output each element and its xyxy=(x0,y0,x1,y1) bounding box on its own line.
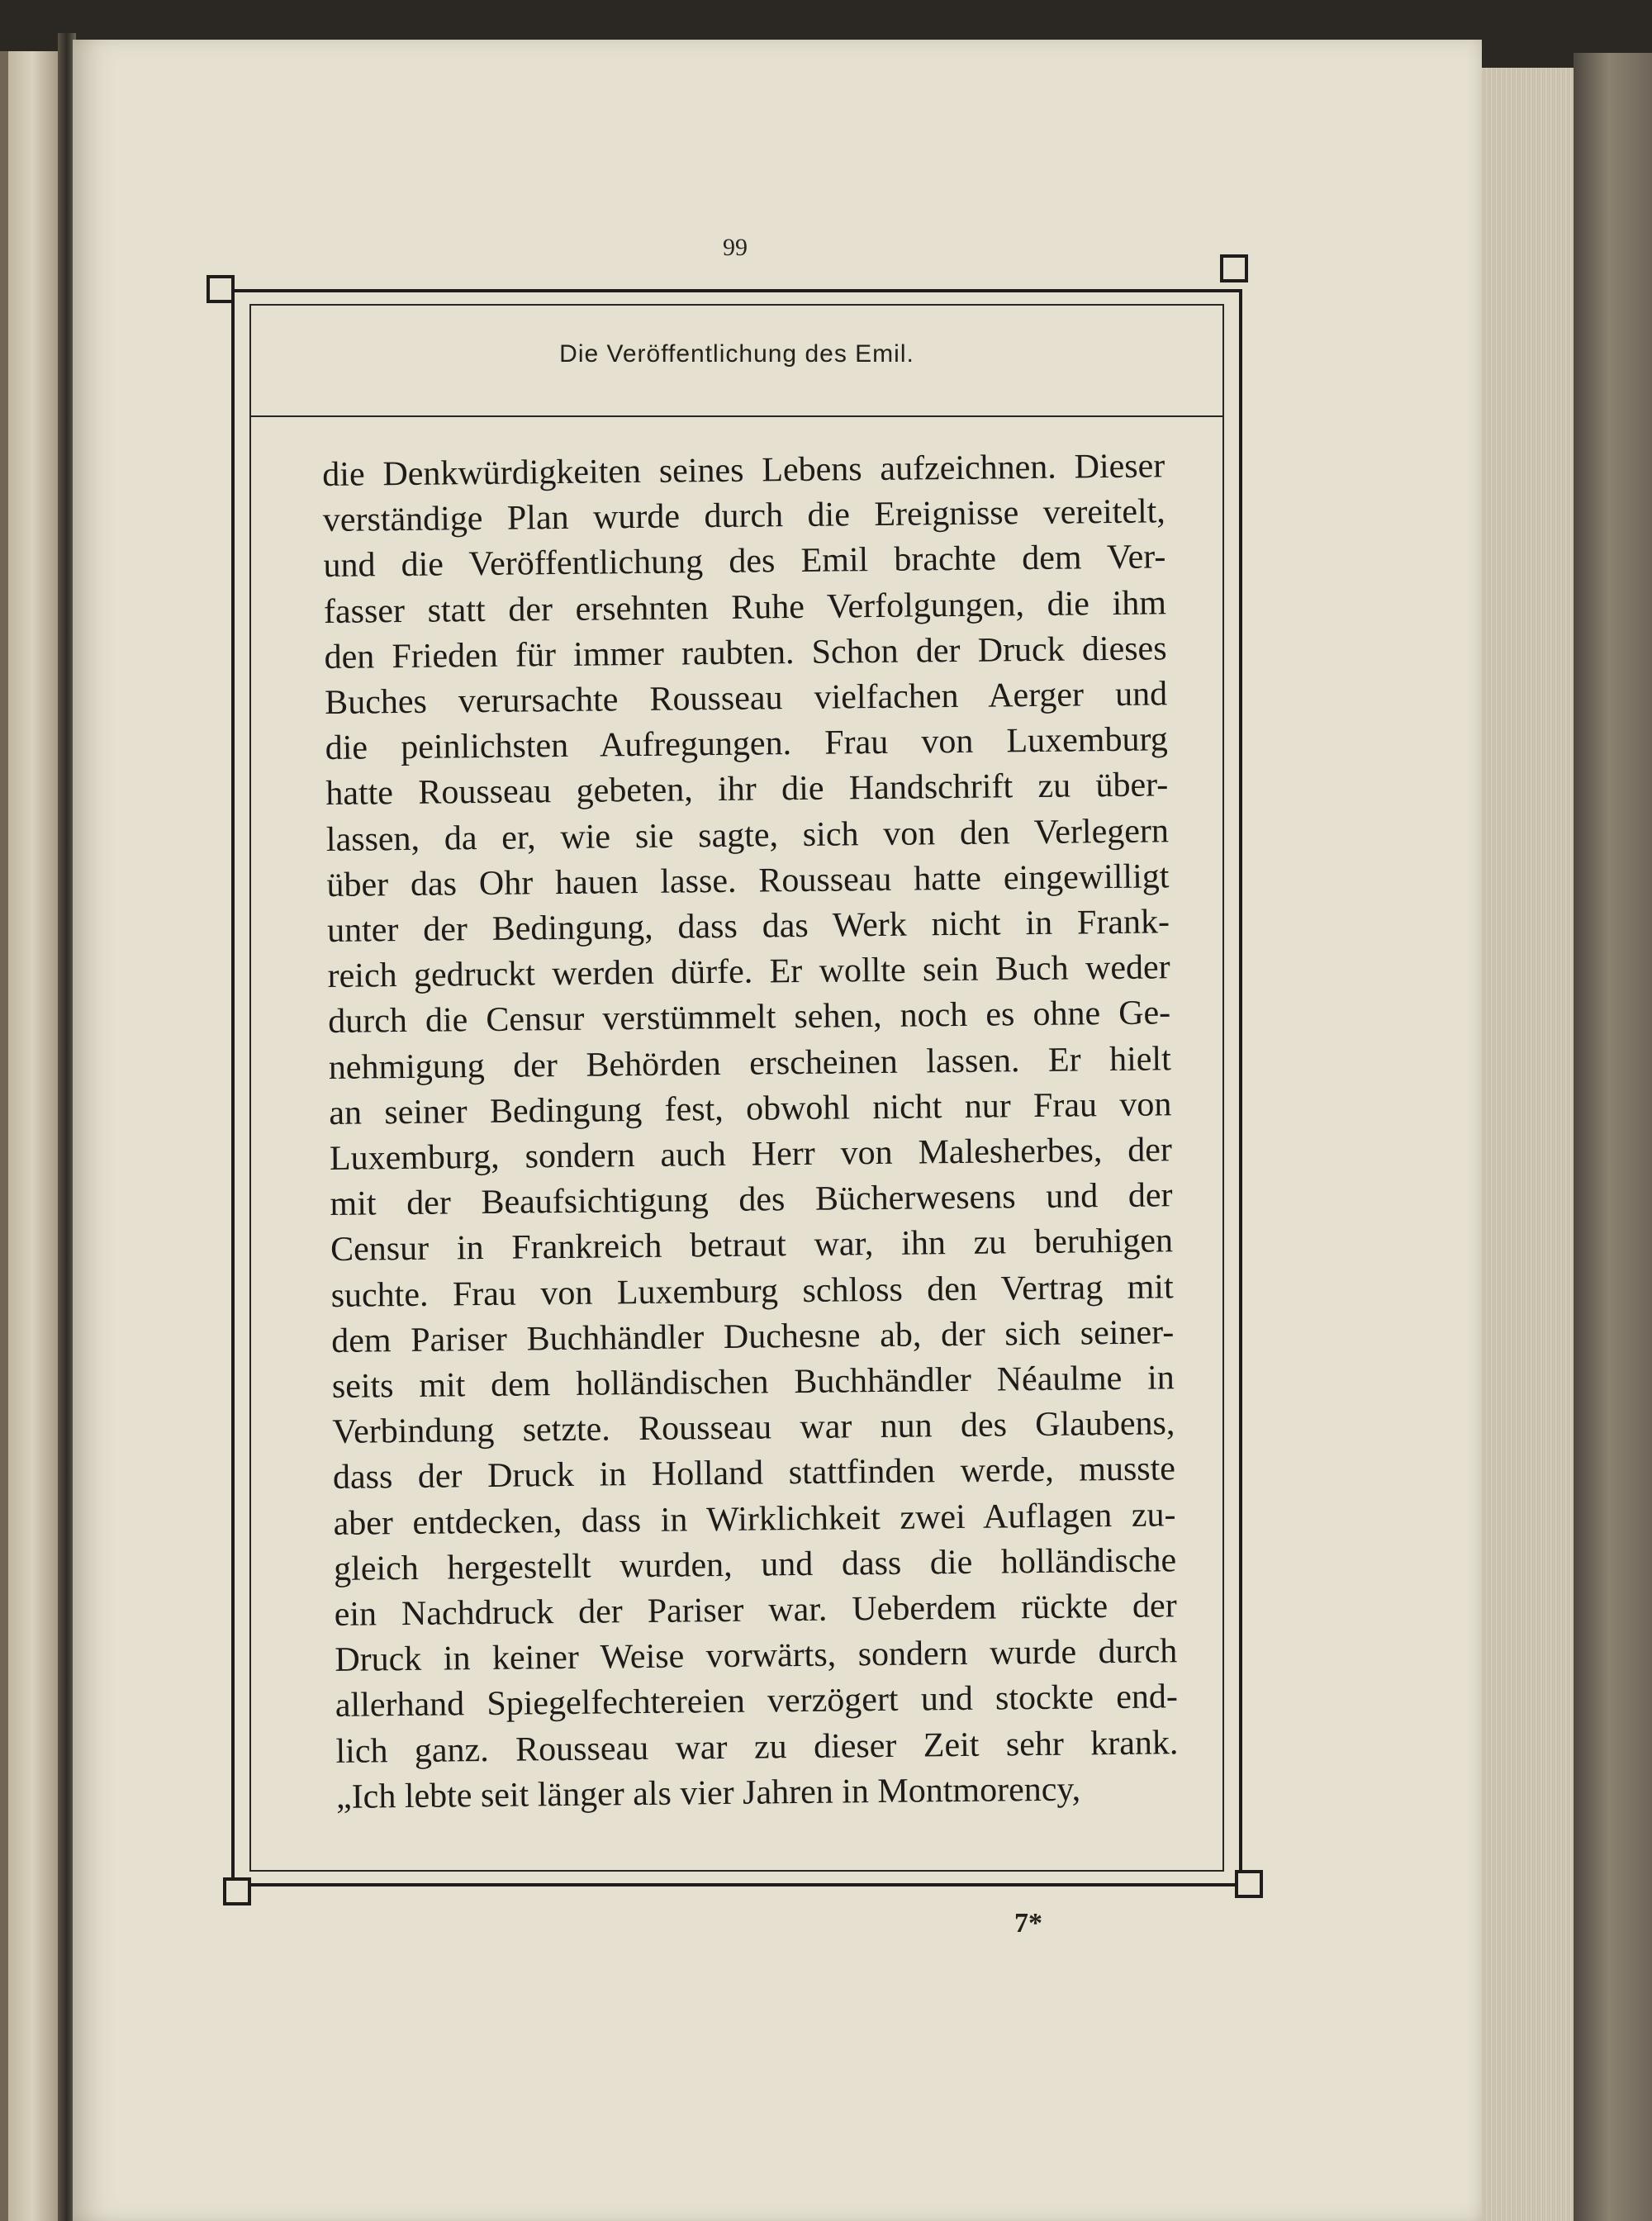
text-line: ein Nachdruck der Pariser war. Ueberdem rückte der xyxy=(334,1587,1177,1634)
left-page-edge xyxy=(0,51,59,2221)
text-line: Buches verursachte Rousseau vielfachen Aerger und xyxy=(324,675,1168,722)
frame-corner-bottom-right xyxy=(1235,1870,1263,1898)
text-line: lich ganz. Rousseau war zu dieser Zeit sehr krank. xyxy=(335,1723,1179,1771)
page-stack-edges xyxy=(1479,68,1588,2221)
frame-corner-bottom-left xyxy=(223,1877,251,1905)
text-line: Censur in Frankreich betraut war, ihn zu beruhigen xyxy=(330,1222,1174,1269)
frame-corner-top-left xyxy=(206,275,235,303)
text-line: die Denkwürdigkeiten seines Lebens aufzeichnen. Dieser xyxy=(322,447,1165,494)
text-line: an seiner Bedingung fest, obwohl nicht nur Frau von xyxy=(329,1085,1172,1132)
text-line: durch die Censur verstümmelt sehen, noch es ohne Ge- xyxy=(327,994,1171,1042)
left-cover-edge xyxy=(0,51,8,2221)
text-line: den Frieden für immer raubten. Schon der Druck dieses xyxy=(324,629,1167,676)
text-line: Luxemburg, sondern auch Herr von Malesherbes, der xyxy=(329,1131,1173,1178)
text-line: suchte. Frau von Luxemburg schloss den Vertrag mit xyxy=(330,1267,1174,1315)
text-line: und die Veröffentlichung des Emil brachte dem Ver- xyxy=(323,538,1166,586)
signature-mark: 7* xyxy=(1014,1908,1042,1939)
page-number: 99 xyxy=(723,234,748,261)
text-line: nehmigung der Behörden erscheinen lassen. Er hielt xyxy=(328,1039,1171,1087)
text-line: gleich hergestellt wurden, und dass die holländische xyxy=(333,1541,1177,1588)
right-cover-edge xyxy=(1574,53,1652,2221)
text-line: dem Pariser Buchhändler Duchesne ab, der sich seiner- xyxy=(331,1313,1175,1360)
text-line: „Ich lebte seit länger als vier Jahren in Montmorency, xyxy=(335,1770,1081,1816)
text-line: reich gedruckt werden dürfe. Er wollte sein Buch weder xyxy=(327,948,1170,996)
text-line: fasser statt der ersehnten Ruhe Verfolgungen, die ihm xyxy=(323,583,1167,631)
running-head: Die Veröffentlichung des Emil. xyxy=(559,340,914,368)
text-line: Druck in keiner Weise vorwärts, sondern wurde durch xyxy=(335,1632,1178,1680)
text-line: aber entdecken, dass in Wirklichkeit zwei Auflagen zu- xyxy=(333,1495,1176,1543)
text-line: über das Ohr hauen lasse. Rousseau hatte eingewilligt xyxy=(326,857,1170,904)
text-line: verständige Plan wurde durch die Ereignisse vereitelt, xyxy=(322,492,1166,540)
header-divider xyxy=(249,415,1224,417)
text-line: mit der Beaufsichtigung des Bücherwesens und der xyxy=(330,1176,1173,1224)
text-line: lassen, da er, wie sie sagte, sich von den Verlegern xyxy=(325,811,1170,859)
text-line: unter der Bedingung, dass das Werk nicht in Frank- xyxy=(326,903,1170,950)
text-line: die peinlichsten Aufregungen. Frau von Luxemburg xyxy=(325,720,1168,768)
text-line: allerhand Spiegelfechtereien verzögert und stockte end- xyxy=(335,1678,1179,1725)
text-line: seits mit dem holländischen Buchhändler Néaulme in xyxy=(331,1359,1175,1406)
text-line: dass der Druck in Holland stattfinden werde, musste xyxy=(332,1450,1176,1497)
text-line: hatte Rousseau gebeten, ihr die Handschrift zu über- xyxy=(325,766,1169,814)
frame-corner-top-right xyxy=(1220,254,1248,282)
body-text xyxy=(322,444,1179,1820)
text-line: Verbindung setzte. Rousseau war nun des Glaubens, xyxy=(332,1404,1175,1452)
